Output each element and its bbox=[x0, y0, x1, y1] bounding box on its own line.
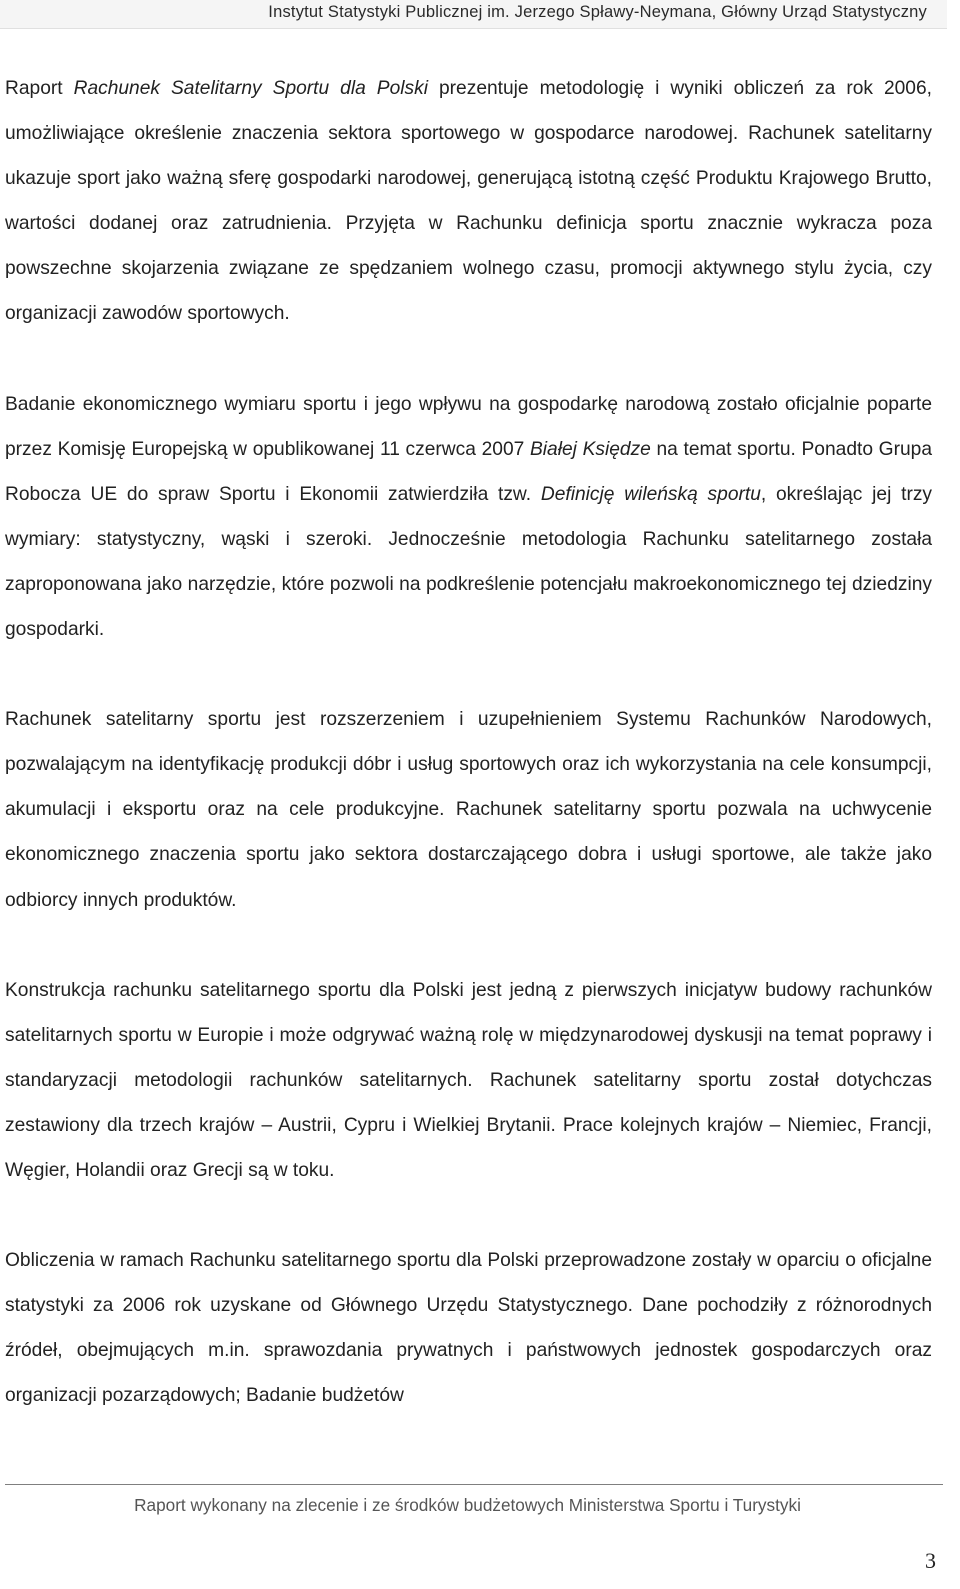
page-header bbox=[0, 0, 947, 29]
paragraph-segment: Rachunek satelitarny sportu jest rozszerzeniem i uzupełnieniem Systemu Rachunków Narodowych, pozwalającym na identyfikację produkcji dóbr i usług sportowych oraz ich wykorzystania na cele konsumpcji, akumulacji i eksportu oraz na cele produkcyjne. Rachunek satelitarny sportu pozwala na uchwycenie ekonomicznego znaczenia sportu jako sektora dostarczającego dobra i usługi sportowe, ale także jako odbiorcy innych produktów. bbox=[5, 709, 932, 911]
paragraph-segment: Raport bbox=[5, 78, 74, 99]
paragraph-1 bbox=[5, 66, 932, 337]
paragraph-segment: Konstrukcja rachunku satelitarnego sportu dla Polski jest jedną z pierwszych inicjatyw budowy rachunków satelitarnych sportu w Europie i może odgrywać ważną rolę w międzynarodowej dyskusji na temat poprawy i standaryzacji metodologii rachunków satelitarnych. Rachunek satelitarny sportu został dotychczas zestawiony dla trzech krajów – Austrii, Cypru i Wielkiej Brytanii. Prace kolejnych krajów – Niemiec, Francji, Węgier, Holandii oraz Grecji są w toku. bbox=[5, 979, 932, 1181]
page-number: 3 bbox=[925, 1548, 936, 1573]
paragraph-segment: prezentuje metodologię i wyniki obliczeń za rok 2006, umożliwiające określenie znaczenia sektora sportowego w gospodarce narodowej. Rachunek satelitarny ukazuje sport jako ważną sferę gospodarki narodowej, generującą istotną część Produktu Krajowego Brutto, wartości dodanej oraz zatrudnienia. Przyjęta w Rachunku definicja sportu znacznie wykracza poza powszechne skojarzenia związane ze spędzaniem wolnego czasu, promocji aktywnego stylu życia, czy organizacji zawodów sportowych. bbox=[5, 78, 932, 325]
paragraph-4 bbox=[5, 968, 932, 1193]
report-title: Rachunek Satelitarny Sportu dla Polski bbox=[73, 78, 428, 99]
footer-note: Raport wykonany na zlecenie i ze środków budżetowych Ministerstwa Sportu i Turystyki bbox=[134, 1495, 801, 1515]
paragraph-3 bbox=[5, 697, 932, 922]
paragraph-segment: Badanie ekonomicznego wymiaru sportu i jego wpływu na gospodarkę narodową zostało oficjalnie poparte przez Komisję Europejską w opublikowanej 11 czerwca 2007 bbox=[5, 393, 932, 460]
document-body bbox=[5, 66, 932, 1418]
white-paper-title: Białej Księdze bbox=[529, 438, 651, 460]
paragraph-2 bbox=[5, 382, 932, 653]
header-institution: Instytut Statystyki Publicznej im. Jerzego Spławy-Neymana, Główny Urząd Statystyczny bbox=[268, 3, 927, 21]
paragraph-segment: , określając jej trzy wymiary: statystyczny, wąski i szeroki. Jednocześnie metodologia Rachunku satelitarnego została zaproponowana jako narzędzie, które pozwoli na podkreślenie potencjału makroekonomicznego tej dziedziny gospodarki. bbox=[5, 483, 933, 641]
vilnius-definition-title: Definicję wileńską sportu bbox=[540, 483, 761, 505]
paragraph-segment: na temat sportu. Ponadto Grupa Robocza UE do spraw Sportu i Ekonomii zatwierdziła tzw. bbox=[5, 438, 932, 505]
paragraph-segment: Obliczenia w ramach Rachunku satelitarnego sportu dla Polski przeprowadzone zostały w oparciu o oficjalne statystyki za 2006 rok uzyskane od Głównego Urzędu Statystycznego. Dane pochodziły z różnorodnych źródeł, obejmujących m.in. sprawozdania prywatnych i państwowych jednostek gospodarczych oraz organizacji pozarządowych; Badanie budżetów bbox=[5, 1250, 932, 1407]
paragraph-5 bbox=[5, 1238, 932, 1418]
footer-divider bbox=[5, 1484, 943, 1485]
